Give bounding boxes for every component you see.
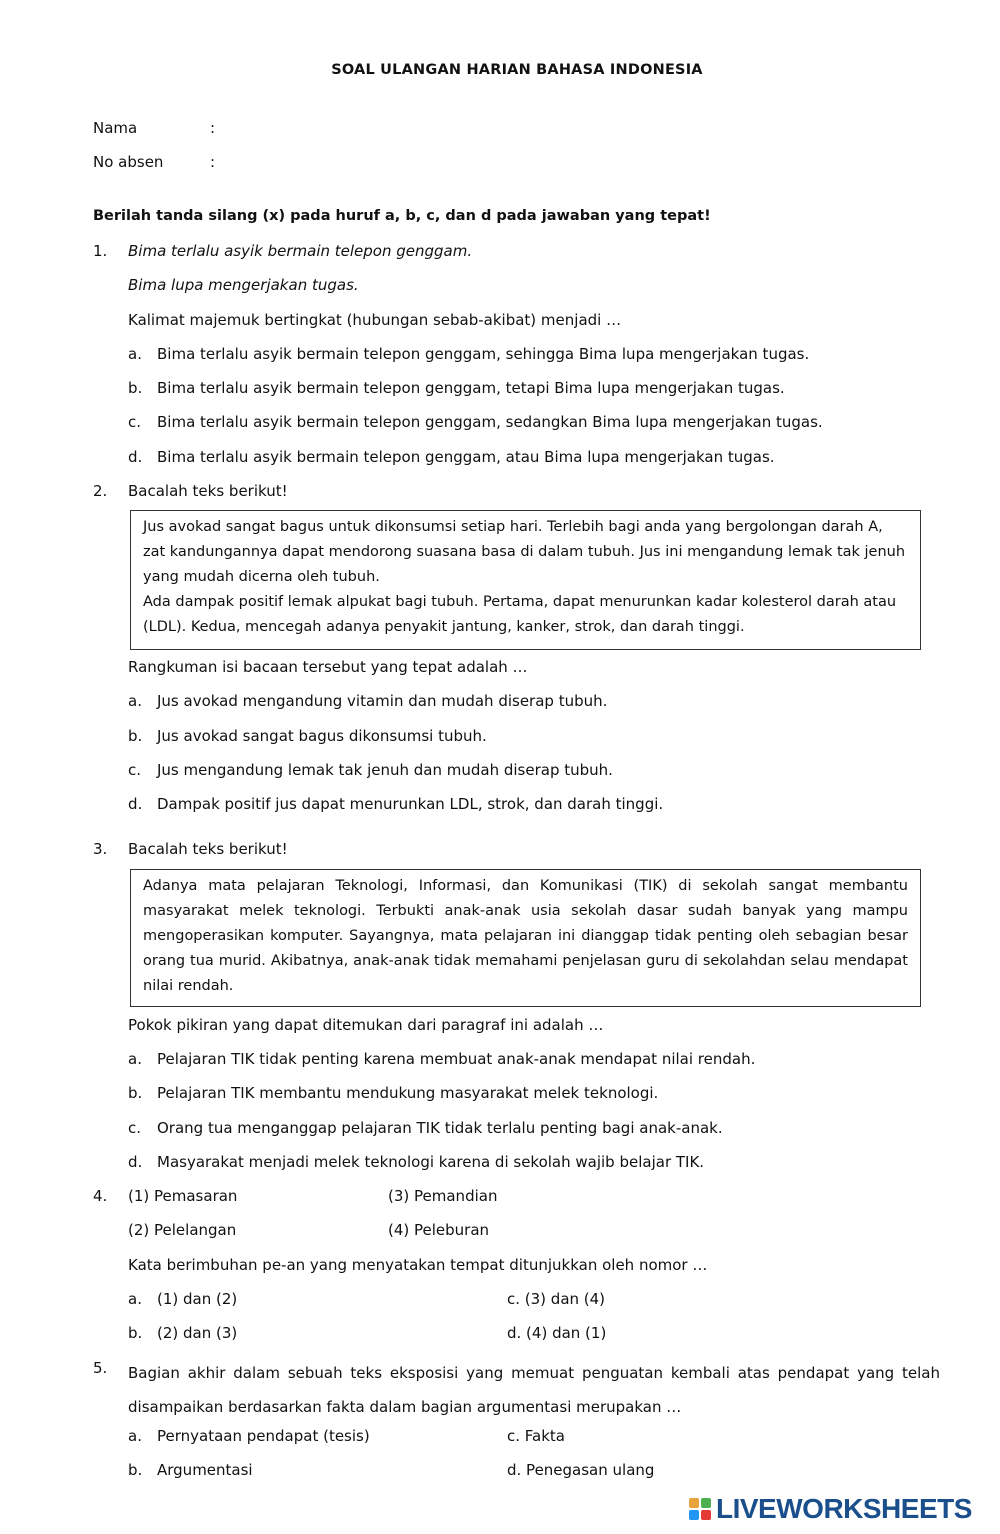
q2-option-b[interactable]: Jus avokad sangat bagus dikonsumsi tubuh. <box>157 727 487 745</box>
q3-intro: Bacalah teks berikut! <box>128 840 288 858</box>
q4-stem: Kata berimbuhan pe-an yang menyatakan tempat ditunjukkan oleh nomor … <box>128 1256 708 1274</box>
q5-option-c[interactable]: c. Fakta <box>507 1427 565 1445</box>
q5-option-d[interactable]: d. Penegasan ulang <box>507 1461 655 1479</box>
q2-passage-line: Jus avokad sangat bagus untuk dikonsumsi setiap hari. Terlebih bagi anda yang bergolongan darah A, <box>143 519 883 535</box>
q4-option-a[interactable]: (1) dan (2) <box>157 1290 238 1308</box>
q3-stem: Pokok pikiran yang dapat ditemukan dari paragraf ini adalah … <box>128 1016 604 1034</box>
q4-option-b[interactable]: (2) dan (3) <box>157 1324 238 1342</box>
q5-option-b-letter[interactable]: b. <box>128 1461 143 1479</box>
q4-option-d[interactable]: d. (4) dan (1) <box>507 1324 607 1342</box>
q4-word-3: (3) Pemandian <box>388 1187 498 1205</box>
q3-option-c[interactable]: Orang tua menganggap pelajaran TIK tidak terlalu penting bagi anak-anak. <box>157 1119 723 1137</box>
instruction: Berilah tanda silang (x) pada huruf a, b, c, dan d pada jawaban yang tepat! <box>93 208 711 224</box>
page-title: SOAL ULANGAN HARIAN BAHASA INDONESIA <box>331 62 703 78</box>
q2-option-a[interactable]: Jus avokad mengandung vitamin dan mudah diserap tubuh. <box>157 692 608 710</box>
q3-option-d-letter[interactable]: d. <box>128 1153 143 1171</box>
q2-option-b-letter[interactable]: b. <box>128 727 143 745</box>
absen-label: No absen <box>93 153 164 171</box>
q2-passage-line: Ada dampak positif lemak alpukat bagi tubuh. Pertama, dapat menurunkan kadar kolesterol darah atau <box>143 594 897 610</box>
q2-stem: Rangkuman isi bacaan tersebut yang tepat adalah … <box>128 658 528 676</box>
q5-option-a-letter[interactable]: a. <box>128 1427 142 1445</box>
q3-option-b-letter[interactable]: b. <box>128 1084 143 1102</box>
name-colon: : <box>210 119 216 137</box>
q2-option-d-letter[interactable]: d. <box>128 795 143 813</box>
q2-passage-line: yang mudah dicerna oleh tubuh. <box>143 569 380 585</box>
q1-stem: Kalimat majemuk bertingkat (hubungan sebab-akibat) menjadi … <box>128 311 622 329</box>
q4-option-b-letter[interactable]: b. <box>128 1324 143 1342</box>
q5-number: 5. <box>93 1359 108 1377</box>
q1-option-c[interactable]: Bima terlalu asyik bermain telepon genggam, sedangkan Bima lupa mengerjakan tugas. <box>157 413 823 431</box>
q1-option-a[interactable]: Bima terlalu asyik bermain telepon genggam, sehingga Bima lupa mengerjakan tugas. <box>157 345 810 363</box>
q4-option-a-letter[interactable]: a. <box>128 1290 142 1308</box>
q3-number: 3. <box>93 840 108 858</box>
q2-passage-box <box>130 510 921 650</box>
q1-option-a-letter[interactable]: a. <box>128 345 142 363</box>
q2-option-c[interactable]: Jus mengandung lemak tak jenuh dan mudah diserap tubuh. <box>157 761 613 779</box>
q5-option-b[interactable]: Argumentasi <box>157 1461 253 1479</box>
q5-option-a[interactable]: Pernyataan pendapat (tesis) <box>157 1427 370 1445</box>
q3-option-a-letter[interactable]: a. <box>128 1050 142 1068</box>
absen-colon: : <box>210 153 216 171</box>
liveworksheets-logo-icon <box>689 1498 714 1522</box>
q1-option-b[interactable]: Bima terlalu asyik bermain telepon genggam, tetapi Bima lupa mengerjakan tugas. <box>157 379 785 397</box>
q2-number: 2. <box>93 482 108 500</box>
q1-sentence-2: Bima lupa mengerjakan tugas. <box>128 276 359 294</box>
liveworksheets-logo-text: LIVEWORKSHEETS <box>716 1493 972 1524</box>
q3-option-a[interactable]: Pelajaran TIK tidak penting karena membuat anak-anak mendapat nilai rendah. <box>157 1050 756 1068</box>
q2-option-d[interactable]: Dampak positif jus dapat menurunkan LDL, strok, dan darah tinggi. <box>157 795 664 813</box>
q1-number: 1. <box>93 242 108 260</box>
q4-word-4: (4) Peleburan <box>388 1221 490 1239</box>
q4-option-c[interactable]: c. (3) dan (4) <box>507 1290 606 1308</box>
q1-option-b-letter[interactable]: b. <box>128 379 143 397</box>
q3-passage-box <box>130 869 921 1007</box>
q2-option-a-letter[interactable]: a. <box>128 692 142 710</box>
q3-option-c-letter[interactable]: c. <box>128 1119 142 1137</box>
q2-passage-line: zat kandungannya dapat mendorong suasana basa di dalam tubuh. Jus ini mengandung lemak tak jenuh <box>143 544 906 560</box>
q1-option-d[interactable]: Bima terlalu asyik bermain telepon genggam, atau Bima lupa mengerjakan tugas. <box>157 448 775 466</box>
q2-intro: Bacalah teks berikut! <box>128 482 288 500</box>
q2-option-c-letter[interactable]: c. <box>128 761 142 779</box>
q3-option-b[interactable]: Pelajaran TIK membantu mendukung masyarakat melek teknologi. <box>157 1084 659 1102</box>
q4-word-2: (2) Pelelangan <box>128 1221 237 1239</box>
q1-sentence-1: Bima terlalu asyik bermain telepon genggam. <box>128 242 473 260</box>
q4-number: 4. <box>93 1187 108 1205</box>
q1-option-d-letter[interactable]: d. <box>128 448 143 466</box>
q4-word-1: (1) Pemasaran <box>128 1187 238 1205</box>
q2-passage-line: (LDL). Kedua, mencegah adanya penyakit jantung, kanker, strok, dan darah tinggi. <box>143 619 745 635</box>
q5-stem: Bagian akhir dalam sebuah teks eksposisi yang memuat penguatan kembali atas pendapat yang telah disampaikan berdasarkan fakta dalam bagian argumentasi merupakan … <box>128 1364 940 1416</box>
q1-option-c-letter[interactable]: c. <box>128 413 142 431</box>
q3-passage: Adanya mata pelajaran Teknologi, Informasi, dan Komunikasi (TIK) di sekolah sangat membantu masyarakat melek teknologi. Terbukti anak-anak usia sekolah dasar sudah banyak yang mampu mengoperasikan komputer. Sayangnya, mata pelajaran ini dianggap tidak penting oleh sebagian besar orang tua murid. Akibatnya, anak-anak tidak memahami penjelasan guru di sekolahdan selau mendapat nilai rendah. <box>143 878 908 994</box>
name-label: Nama <box>93 119 138 137</box>
q3-option-d[interactable]: Masyarakat menjadi melek teknologi karena di sekolah wajib belajar TIK. <box>157 1153 705 1171</box>
